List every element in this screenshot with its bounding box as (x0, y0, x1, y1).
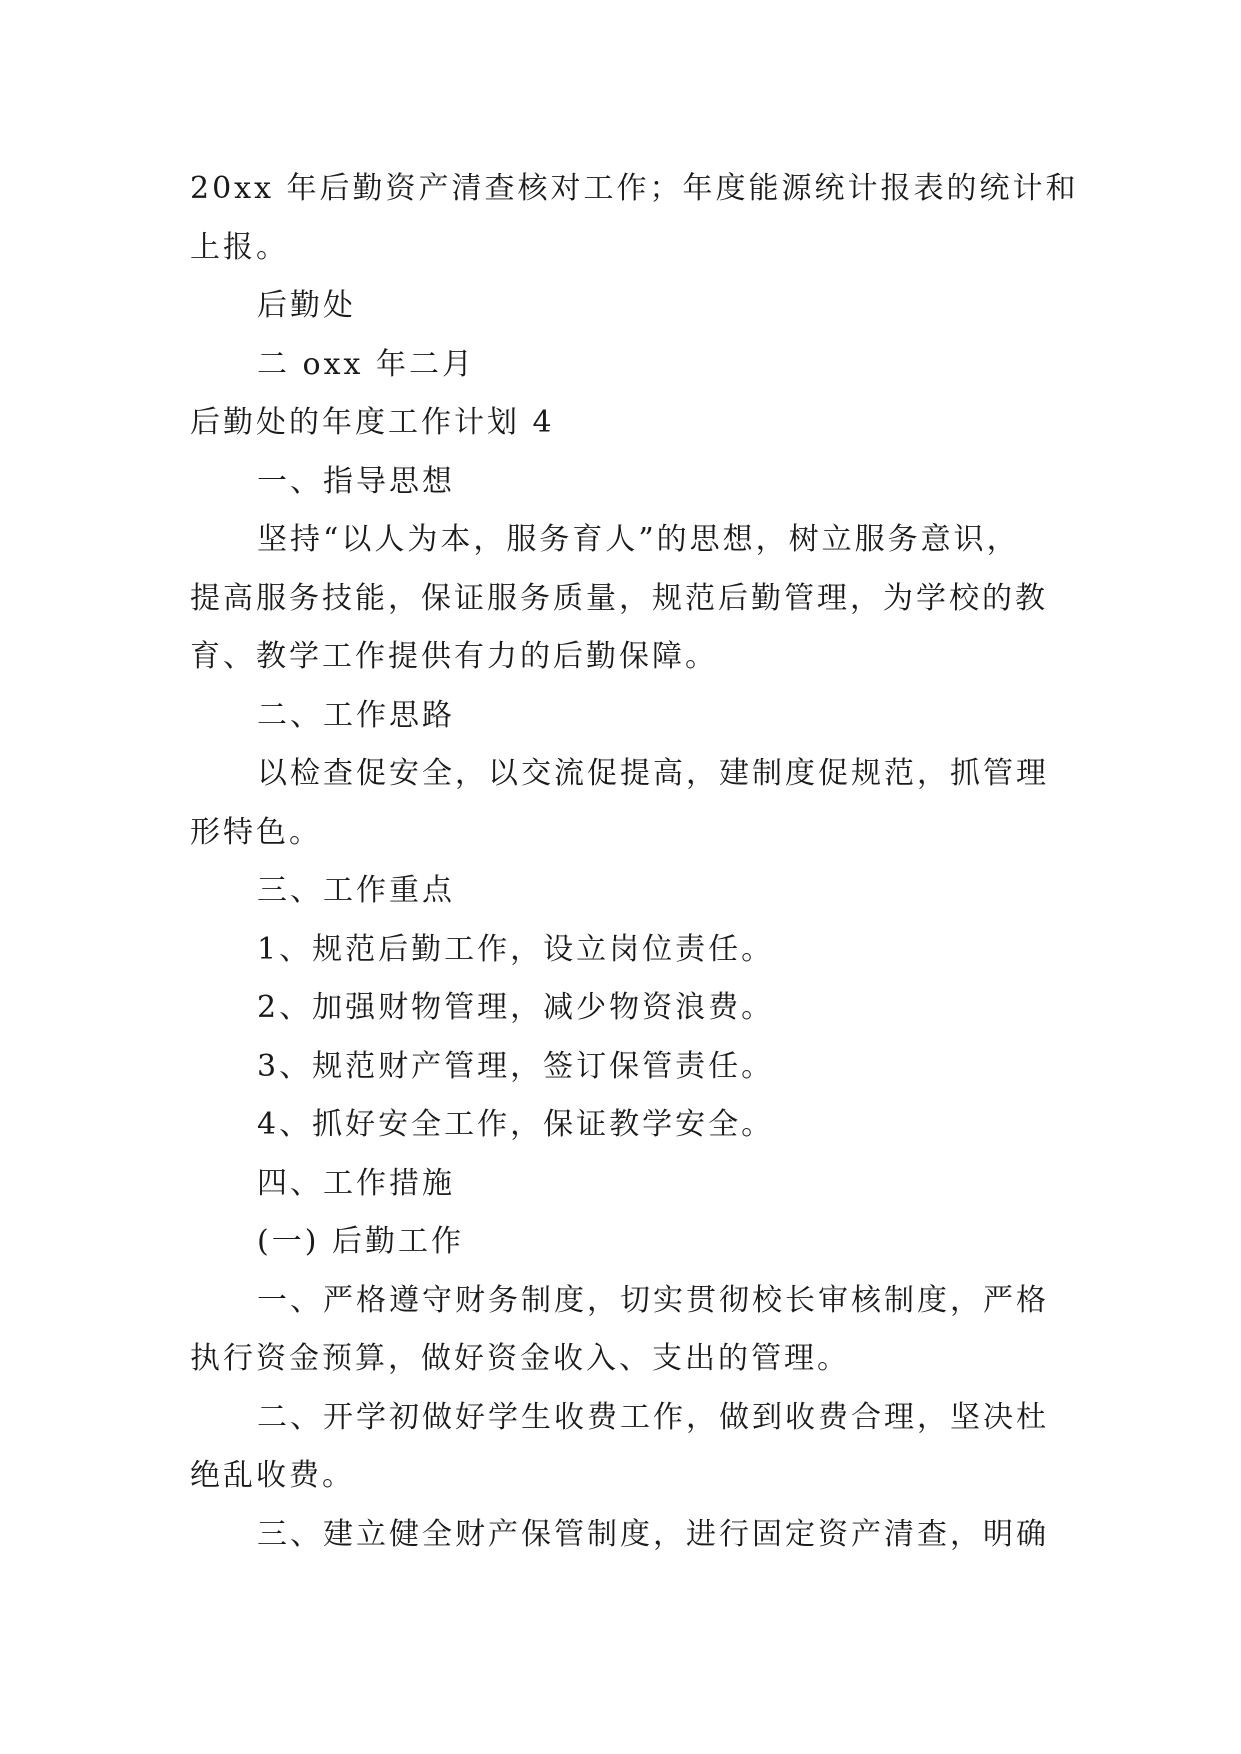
list-item: 1、规范后勤工作，设立岗位责任。 (257, 931, 775, 967)
section-title: 后勤处的年度工作计划 4 (190, 405, 555, 440)
text-line: 坚持“以人为本，服务育人”的思想，树立服务意识， (257, 522, 1020, 557)
text-line: 绝乱收费。 (190, 1458, 355, 1493)
list-item: 4、抓好安全工作，保证教学安全。 (257, 1107, 775, 1142)
document-body (190, 160, 1079, 1564)
signature-department: 后勤处 (257, 288, 356, 323)
text-line: 以检查促安全，以交流促提高，建制度促规范，抓管理 (257, 756, 1049, 791)
signature-date: 二 oxx 年二月 (257, 346, 475, 382)
text-line: 育、教学工作提供有力的后勤保障。 (190, 639, 718, 674)
text-line: 一、严格遵守财务制度，切实贯彻校长审核制度，严格 (257, 1282, 1049, 1318)
heading-work-measures: 四、工作措施 (257, 1165, 455, 1201)
text-line: 二、开学初做好学生收费工作，做到收费合理，坚决杜 (257, 1399, 1049, 1435)
heading-work-focus: 三、工作重点 (257, 873, 455, 908)
text-line: 提高服务技能，保证服务质量，规范后勤管理，为学校的教 (190, 580, 1048, 616)
text-line: 上报。 (190, 229, 289, 265)
list-item: 3、规范财产管理，签订保管责任。 (257, 1048, 775, 1084)
text-line: 形特色。 (190, 814, 322, 850)
heading-guiding-ideology: 一、指导思想 (257, 463, 455, 499)
heading-work-ideas: 二、工作思路 (257, 697, 455, 733)
text-line: 三、建立健全财产保管制度，进行固定资产清查，明确 (257, 1516, 1049, 1552)
subheading-logistics-work: (一) 后勤工作 (257, 1224, 464, 1259)
list-item: 2、加强财物管理，减少物资浪费。 (257, 990, 775, 1025)
text-line: 20xx 年后勤资产清查核对工作；年度能源统计报表的统计和 (190, 171, 1079, 206)
text-line: 执行资金预算，做好资金收入、支出的管理。 (190, 1341, 850, 1376)
